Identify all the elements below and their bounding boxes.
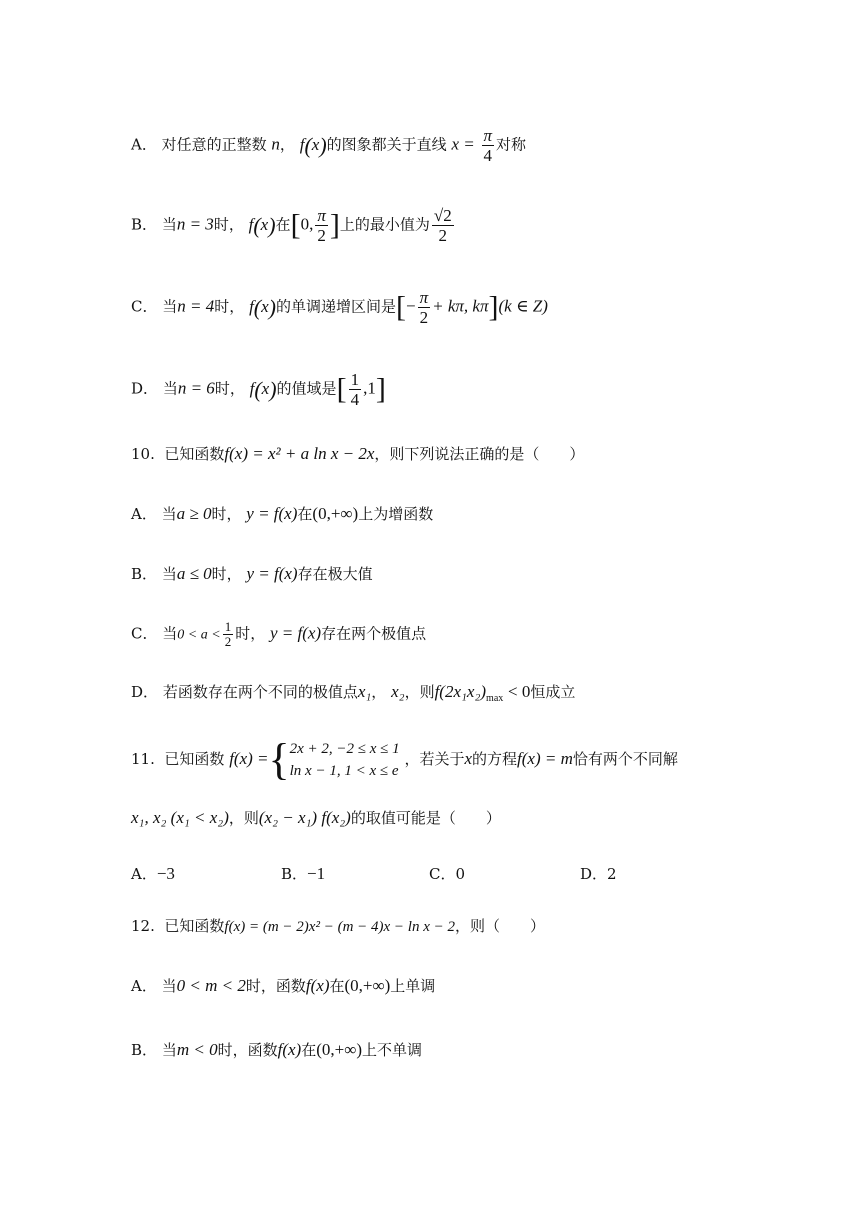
q12-option-b [131,1040,422,1060]
text: 上不单调 [361,1041,422,1059]
denominator: 2 [419,308,429,327]
q11-stem [131,735,678,784]
q12-option-a [131,976,435,996]
text: 恒成立 [530,683,576,701]
math: n = 3 [176,214,214,234]
text: 上单调 [390,977,436,995]
math: (k ∈ Z) [498,296,548,316]
text: 时， [213,215,244,234]
question-number: 12. [131,917,155,935]
text: 在 [301,1041,317,1059]
math: + kπ, kπ [432,296,489,316]
q11-option-a [131,864,175,884]
math-fx: f(x) [299,132,327,158]
text: 恰有两个不同解 [572,750,678,768]
math: m < 0 [176,1040,218,1059]
text: 时，函数 [217,1041,278,1059]
numerator: π [483,126,493,145]
bracket: ] [375,372,386,406]
math: n = 6 [177,378,215,398]
brace: { [268,735,290,784]
fraction [223,620,234,649]
text: 的单调递增区间是 [276,297,397,316]
option-label: B． [131,1041,158,1059]
text: 当 [162,379,178,398]
option-value: 2 [607,865,617,883]
text: 在 [329,977,345,995]
option-value: 0 [455,865,466,883]
text: 的取值可能是（ ） [350,809,501,827]
numerator: π [317,206,326,225]
option-label: A． [131,505,157,523]
text: ， [371,683,387,701]
math-fx: f(x) [249,294,276,320]
math: x₁, x₂ (x₁ < x₂) [131,808,229,827]
bracket: ] [488,290,499,324]
q9-option-a [131,126,526,165]
math: < 0 [508,682,531,701]
q9-option-c [131,288,548,327]
fraction [349,370,362,409]
case-1: 2x + 2, −2 ≤ x ≤ 1 [289,741,400,757]
text: 在 [297,505,313,523]
piecewise [290,738,400,782]
math: f(2x₁x₂) [434,682,487,701]
math: f(x) [277,1040,302,1059]
math: y = f(x) [246,564,298,583]
text: ，则 [404,683,435,701]
numerator: π [419,288,429,307]
text: 若函数存在两个不同的极值点 [162,683,358,701]
option-label: B． [281,865,308,883]
question-number: 10. [131,445,155,463]
text: ，若关于 [404,750,465,768]
bracket: [ [336,372,347,406]
option-label: D． [131,683,159,701]
math: x₂ [391,682,405,701]
math: (0,+∞) [316,1040,362,1059]
denominator: 2 [317,226,326,245]
text: 的值域是 [276,379,337,398]
math: (0,+∞) [344,976,391,995]
math: f(x) = [229,749,269,768]
text: 存在极大值 [297,565,373,583]
denominator: 4 [483,146,493,165]
bracket: ] [329,208,340,242]
text: 当 [162,297,178,316]
option-label: C． [131,624,158,643]
math-fx: f(x) [248,212,276,238]
text: 当 [161,1041,177,1059]
math: a ≥ 0 [176,504,212,523]
text: 当 [162,624,178,643]
fraction [482,126,495,165]
math: n = 4 [177,296,215,316]
option-label: D． [131,379,159,398]
text: 对称 [496,135,527,154]
option-value: −1 [307,864,326,883]
text: ，则（ ） [455,917,546,935]
q10-stem [131,444,584,464]
text: 时， [214,297,245,316]
text: 在 [275,215,291,234]
text: ，则下列说法正确的是（ ） [374,445,585,463]
math: x₁ [357,682,372,701]
q10-option-b [131,564,373,584]
math: y = f(x) [246,504,298,523]
math: f(x) [305,976,330,995]
denominator: 4 [350,390,360,409]
option-label: B． [131,565,158,583]
text: 对任意的正整数 [161,135,267,154]
q9-option-b [131,206,456,245]
option-label: A． [131,135,157,154]
q10-option-a [131,504,433,524]
text: 已知函数 [164,917,225,935]
case-2: ln x − 1, 1 < x ≤ e [289,763,399,779]
math: f(x) = m [517,749,573,768]
subscript: max [486,693,504,704]
numerator: 1 [350,370,360,389]
option-label: C． [131,297,158,316]
text: 上为增函数 [358,505,434,523]
q12-stem [131,916,545,937]
text: ， [279,135,295,154]
option-label: A． [131,865,157,883]
math: x = [451,134,475,154]
text: 已知函数 [164,445,225,463]
math: 0 < a < [177,627,221,643]
math-fx: f(x) [249,376,277,402]
text: 上的最小值为 [339,215,430,234]
option-label: D． [580,865,608,883]
q10-option-c [131,620,426,649]
q11-stem-cont [131,808,501,828]
math: f(x) = (m − 2)x² − (m − 4)x − ln x − 2 [224,919,456,935]
text: 时， [235,624,266,643]
numerator: √2 [433,206,452,225]
text: ，则 [228,809,259,827]
text: 当 [161,505,177,523]
bracket: [ [396,290,407,324]
q9-option-d [131,370,386,409]
text: 当 [161,977,177,995]
text: 存在两个极值点 [321,624,427,643]
math: y = f(x) [269,623,322,643]
q11-option-d [580,864,617,884]
option-label: C． [429,865,456,883]
option-label: B． [131,215,158,234]
fraction [315,206,328,245]
text: 当 [161,215,177,234]
text: 时，函数 [245,977,306,995]
text: 已知函数 [164,750,225,768]
fraction [432,206,454,245]
math: a ≤ 0 [176,564,212,583]
math: f(x) = x² + a ln x − 2x [224,444,375,463]
numerator: 1 [224,619,232,634]
math: n [271,134,280,154]
text: 时， [211,505,242,523]
math: 0 < m < 2 [176,976,246,995]
math: x [464,749,473,768]
math: 0, [300,214,314,234]
question-number: 11. [131,750,155,768]
q11-option-b [281,864,325,884]
denominator: 2 [224,634,232,649]
q11-option-c [429,864,465,884]
text: 当 [161,565,177,583]
option-value: −3 [156,864,175,883]
text: 时， [214,379,245,398]
math: ,1 [363,378,376,398]
q10-option-d [131,682,575,709]
math: − [406,296,416,316]
denominator: 2 [438,226,448,245]
text: 的方程 [472,750,518,768]
math: (0,+∞) [312,504,359,523]
math: (x₂ − x₁) f(x₂) [258,808,351,827]
text: 的图象都关于直线 [326,135,447,154]
option-label: A． [131,977,157,995]
text: 时， [211,565,242,583]
fraction [418,288,431,327]
bracket: [ [290,208,301,242]
